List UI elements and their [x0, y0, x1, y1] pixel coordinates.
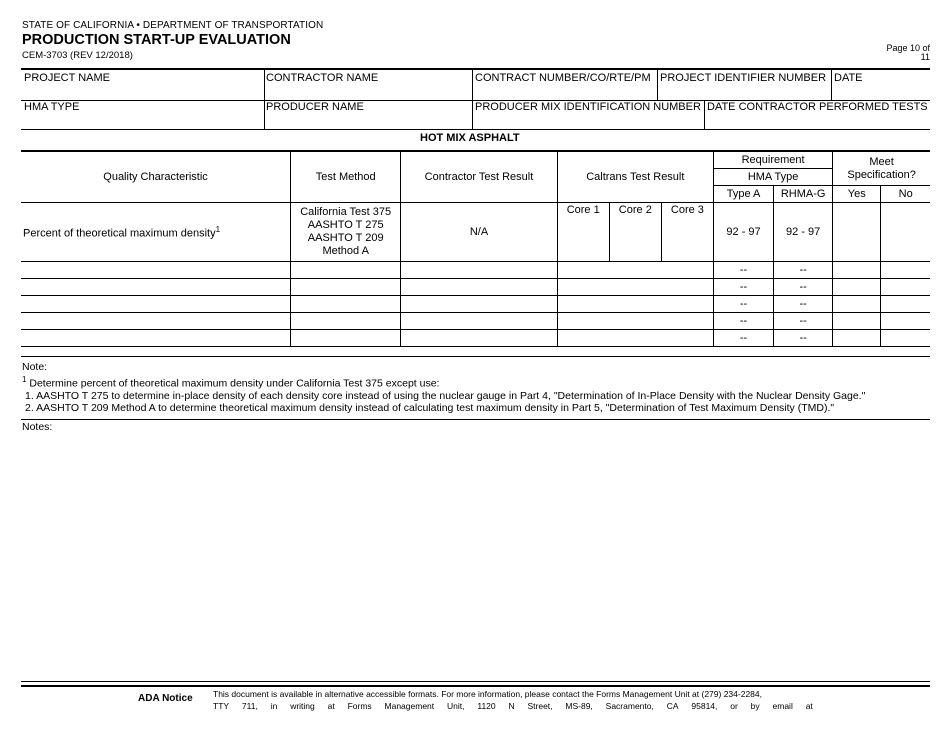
type-a-requirement: -- [713, 296, 773, 313]
yes-checkbox-cell[interactable] [833, 279, 881, 296]
contract-number-field[interactable]: CONTRACT NUMBER/CO/RTE/PM [475, 72, 651, 84]
no-checkbox-cell[interactable] [881, 279, 930, 296]
header-requirement: Requirement [713, 151, 832, 169]
project-name-field[interactable]: PROJECT NAME [24, 72, 110, 84]
rhma-g-requirement: -- [774, 330, 833, 347]
no-checkbox-cell[interactable] [881, 262, 930, 279]
contractor-name-field[interactable]: CONTRACTOR NAME [266, 72, 379, 84]
ada-word: N [508, 701, 515, 711]
table-bottom-rule [21, 356, 930, 357]
header-yes: Yes [833, 186, 881, 203]
core-3-cell[interactable]: Core 3 [661, 203, 713, 262]
rhma-g-requirement: -- [774, 313, 833, 330]
page-number [872, 44, 930, 62]
type-a-requirement: -- [713, 279, 773, 296]
header-meet-line2: Specification? [847, 168, 916, 181]
contractor-input[interactable] [401, 279, 557, 296]
form-number: CEM-3703 (REV 12/2018) [22, 50, 133, 61]
date-tests-field[interactable]: DATE CONTRACTOR PERFORMED TESTS [707, 101, 928, 113]
fields-divider [264, 69, 265, 129]
note-item-2: 2. AASHTO T 209 Method A to determine theoretical maximum density instead of calculating test maximum density in Part 5, "Determination of Test Maximum Density (TMD)." [25, 402, 835, 414]
method-input[interactable] [291, 313, 401, 330]
ada-word: MS-89, [565, 701, 593, 711]
page-total: 11 [920, 52, 930, 62]
note-footnote-mark: 1 [22, 374, 27, 384]
ada-word: in [270, 701, 278, 711]
core-1-cell[interactable]: Core 1 [557, 203, 609, 262]
ada-word: Management [384, 701, 435, 711]
method-input[interactable] [291, 262, 401, 279]
type-a-requirement: 92 - 97 [713, 203, 773, 262]
header-rhma-g: RHMA-G [774, 186, 833, 203]
ada-word: CA [666, 701, 679, 711]
header-no: No [881, 186, 930, 203]
table-row [21, 279, 930, 296]
yes-checkbox-cell[interactable] [833, 262, 881, 279]
caltrans-input[interactable] [557, 279, 713, 296]
producer-name-field[interactable]: PRODUCER NAME [266, 101, 364, 113]
test-method-line: California Test 375 [300, 206, 392, 218]
type-a-requirement: -- [713, 262, 773, 279]
ada-word: Sacramento, [605, 701, 654, 711]
quality-input[interactable] [21, 262, 291, 279]
ada-word: Forms [347, 701, 372, 711]
header-contractor-result: Contractor Test Result [401, 151, 557, 203]
quality-characteristic-cell [21, 203, 291, 262]
ada-notice-text [213, 688, 813, 712]
yes-checkbox-cell[interactable] [833, 313, 881, 330]
caltrans-input[interactable] [557, 296, 713, 313]
ada-word: or [730, 701, 738, 711]
note-intro: Determine percent of theoretical maximum density under California Test 375 except use: [29, 377, 440, 389]
quality-input[interactable] [21, 296, 291, 313]
type-a-requirement: -- [713, 313, 773, 330]
note-block [22, 361, 865, 415]
fields-divider [704, 100, 705, 129]
fields-bottom-border [21, 129, 930, 130]
contractor-input[interactable] [401, 296, 557, 313]
no-checkbox-cell[interactable] [881, 313, 930, 330]
type-a-requirement: -- [713, 330, 773, 347]
header-hma-type: HMA Type [713, 169, 832, 186]
no-checkbox-cell[interactable] [881, 203, 930, 262]
quality-input[interactable] [21, 330, 291, 347]
test-method-cell [291, 203, 401, 262]
header-type-a: Type A [713, 186, 773, 203]
fields-divider [472, 69, 473, 129]
quality-input[interactable] [21, 313, 291, 330]
notes-rule [21, 419, 930, 420]
hma-type-field[interactable]: HMA TYPE [24, 101, 80, 113]
yes-checkbox-cell[interactable] [833, 203, 881, 262]
ada-word: writing [290, 701, 315, 711]
header-meet-line1: Meet [869, 155, 894, 168]
table-row [21, 203, 930, 262]
rhma-g-requirement: 92 - 97 [774, 203, 833, 262]
hot-mix-asphalt-table [21, 150, 930, 347]
table-row [21, 330, 930, 347]
ada-word: 95814, [691, 701, 718, 711]
contractor-result-cell[interactable]: N/A [401, 203, 557, 262]
page-label: Page 10 of [886, 43, 930, 53]
header-caltrans-result: Caltrans Test Result [557, 151, 713, 203]
header-quality-characteristic: Quality Characteristic [21, 151, 291, 203]
fields-divider [657, 69, 658, 100]
contractor-input[interactable] [401, 313, 557, 330]
ada-word: email [772, 701, 793, 711]
note-intro-line [22, 374, 865, 390]
yes-checkbox-cell[interactable] [833, 330, 881, 347]
form-title: PRODUCTION START-UP EVALUATION [22, 32, 291, 48]
ada-word: at [327, 701, 335, 711]
yes-checkbox-cell[interactable] [833, 296, 881, 313]
project-identifier-field[interactable]: PROJECT IDENTIFIER NUMBER [660, 72, 827, 84]
date-field[interactable]: DATE [834, 72, 863, 84]
caltrans-input[interactable] [557, 330, 713, 347]
header-test-method: Test Method [291, 151, 401, 203]
contractor-input[interactable] [401, 330, 557, 347]
ada-word: 711, [241, 701, 258, 711]
caltrans-input[interactable] [557, 313, 713, 330]
footer-rule-1 [21, 681, 930, 682]
method-input[interactable] [291, 279, 401, 296]
no-checkbox-cell[interactable] [881, 330, 930, 347]
producer-mix-id-field[interactable]: PRODUCER MIX IDENTIFICATION NUMBER [475, 101, 701, 113]
quality-input[interactable] [21, 279, 291, 296]
ada-word: Unit, [447, 701, 465, 711]
ada-word: TTY [213, 701, 230, 711]
core-2-cell[interactable]: Core 2 [609, 203, 661, 262]
ada-notice-label: ADA Notice [138, 693, 193, 704]
table-title: HOT MIX ASPHALT [420, 132, 520, 144]
caltrans-input[interactable] [557, 262, 713, 279]
ada-word: by [750, 701, 760, 711]
ada-word: 1120 [477, 701, 496, 711]
fields-divider [831, 69, 832, 100]
ada-word: at [805, 701, 813, 711]
contractor-input[interactable] [401, 262, 557, 279]
method-input[interactable] [291, 296, 401, 313]
quality-characteristic-text: Percent of theoretical maximum density [23, 227, 216, 240]
note-item-1: 1. AASHTO T 275 to determine in-place density of each density core instead of using the nuclear gauge in Part 4, "Determination of In-Place Density with the Nuclear Density Gage." [25, 389, 866, 402]
table-row [21, 296, 930, 313]
table-row [21, 313, 930, 330]
footnote-ref: 1 [215, 224, 221, 234]
note-label: Note: [22, 361, 48, 373]
rhma-g-requirement: -- [774, 279, 833, 296]
notes-label[interactable]: Notes: [22, 421, 53, 433]
header-meet-specification [833, 151, 930, 186]
agency-name: STATE OF CALIFORNIA • DEPARTMENT OF TRANSPORTATION [22, 20, 324, 31]
test-method-line: AASHTO T 275 [307, 219, 384, 231]
footer-rule-2 [21, 685, 930, 687]
rhma-g-requirement: -- [774, 296, 833, 313]
fields-top-border [21, 68, 930, 70]
test-method-line: Method A [322, 245, 369, 257]
no-checkbox-cell[interactable] [881, 296, 930, 313]
table-row [21, 262, 930, 279]
rhma-g-requirement: -- [774, 262, 833, 279]
test-method-line: AASHTO T 209 [307, 232, 384, 244]
ada-line-2 [213, 700, 813, 712]
ada-line-1: This document is available in alternative accessible formats. For more information, please contact the Forms Management Unit at (279) 234-2284, [213, 689, 762, 699]
ada-word: Street, [527, 701, 553, 711]
method-input[interactable] [291, 330, 401, 347]
